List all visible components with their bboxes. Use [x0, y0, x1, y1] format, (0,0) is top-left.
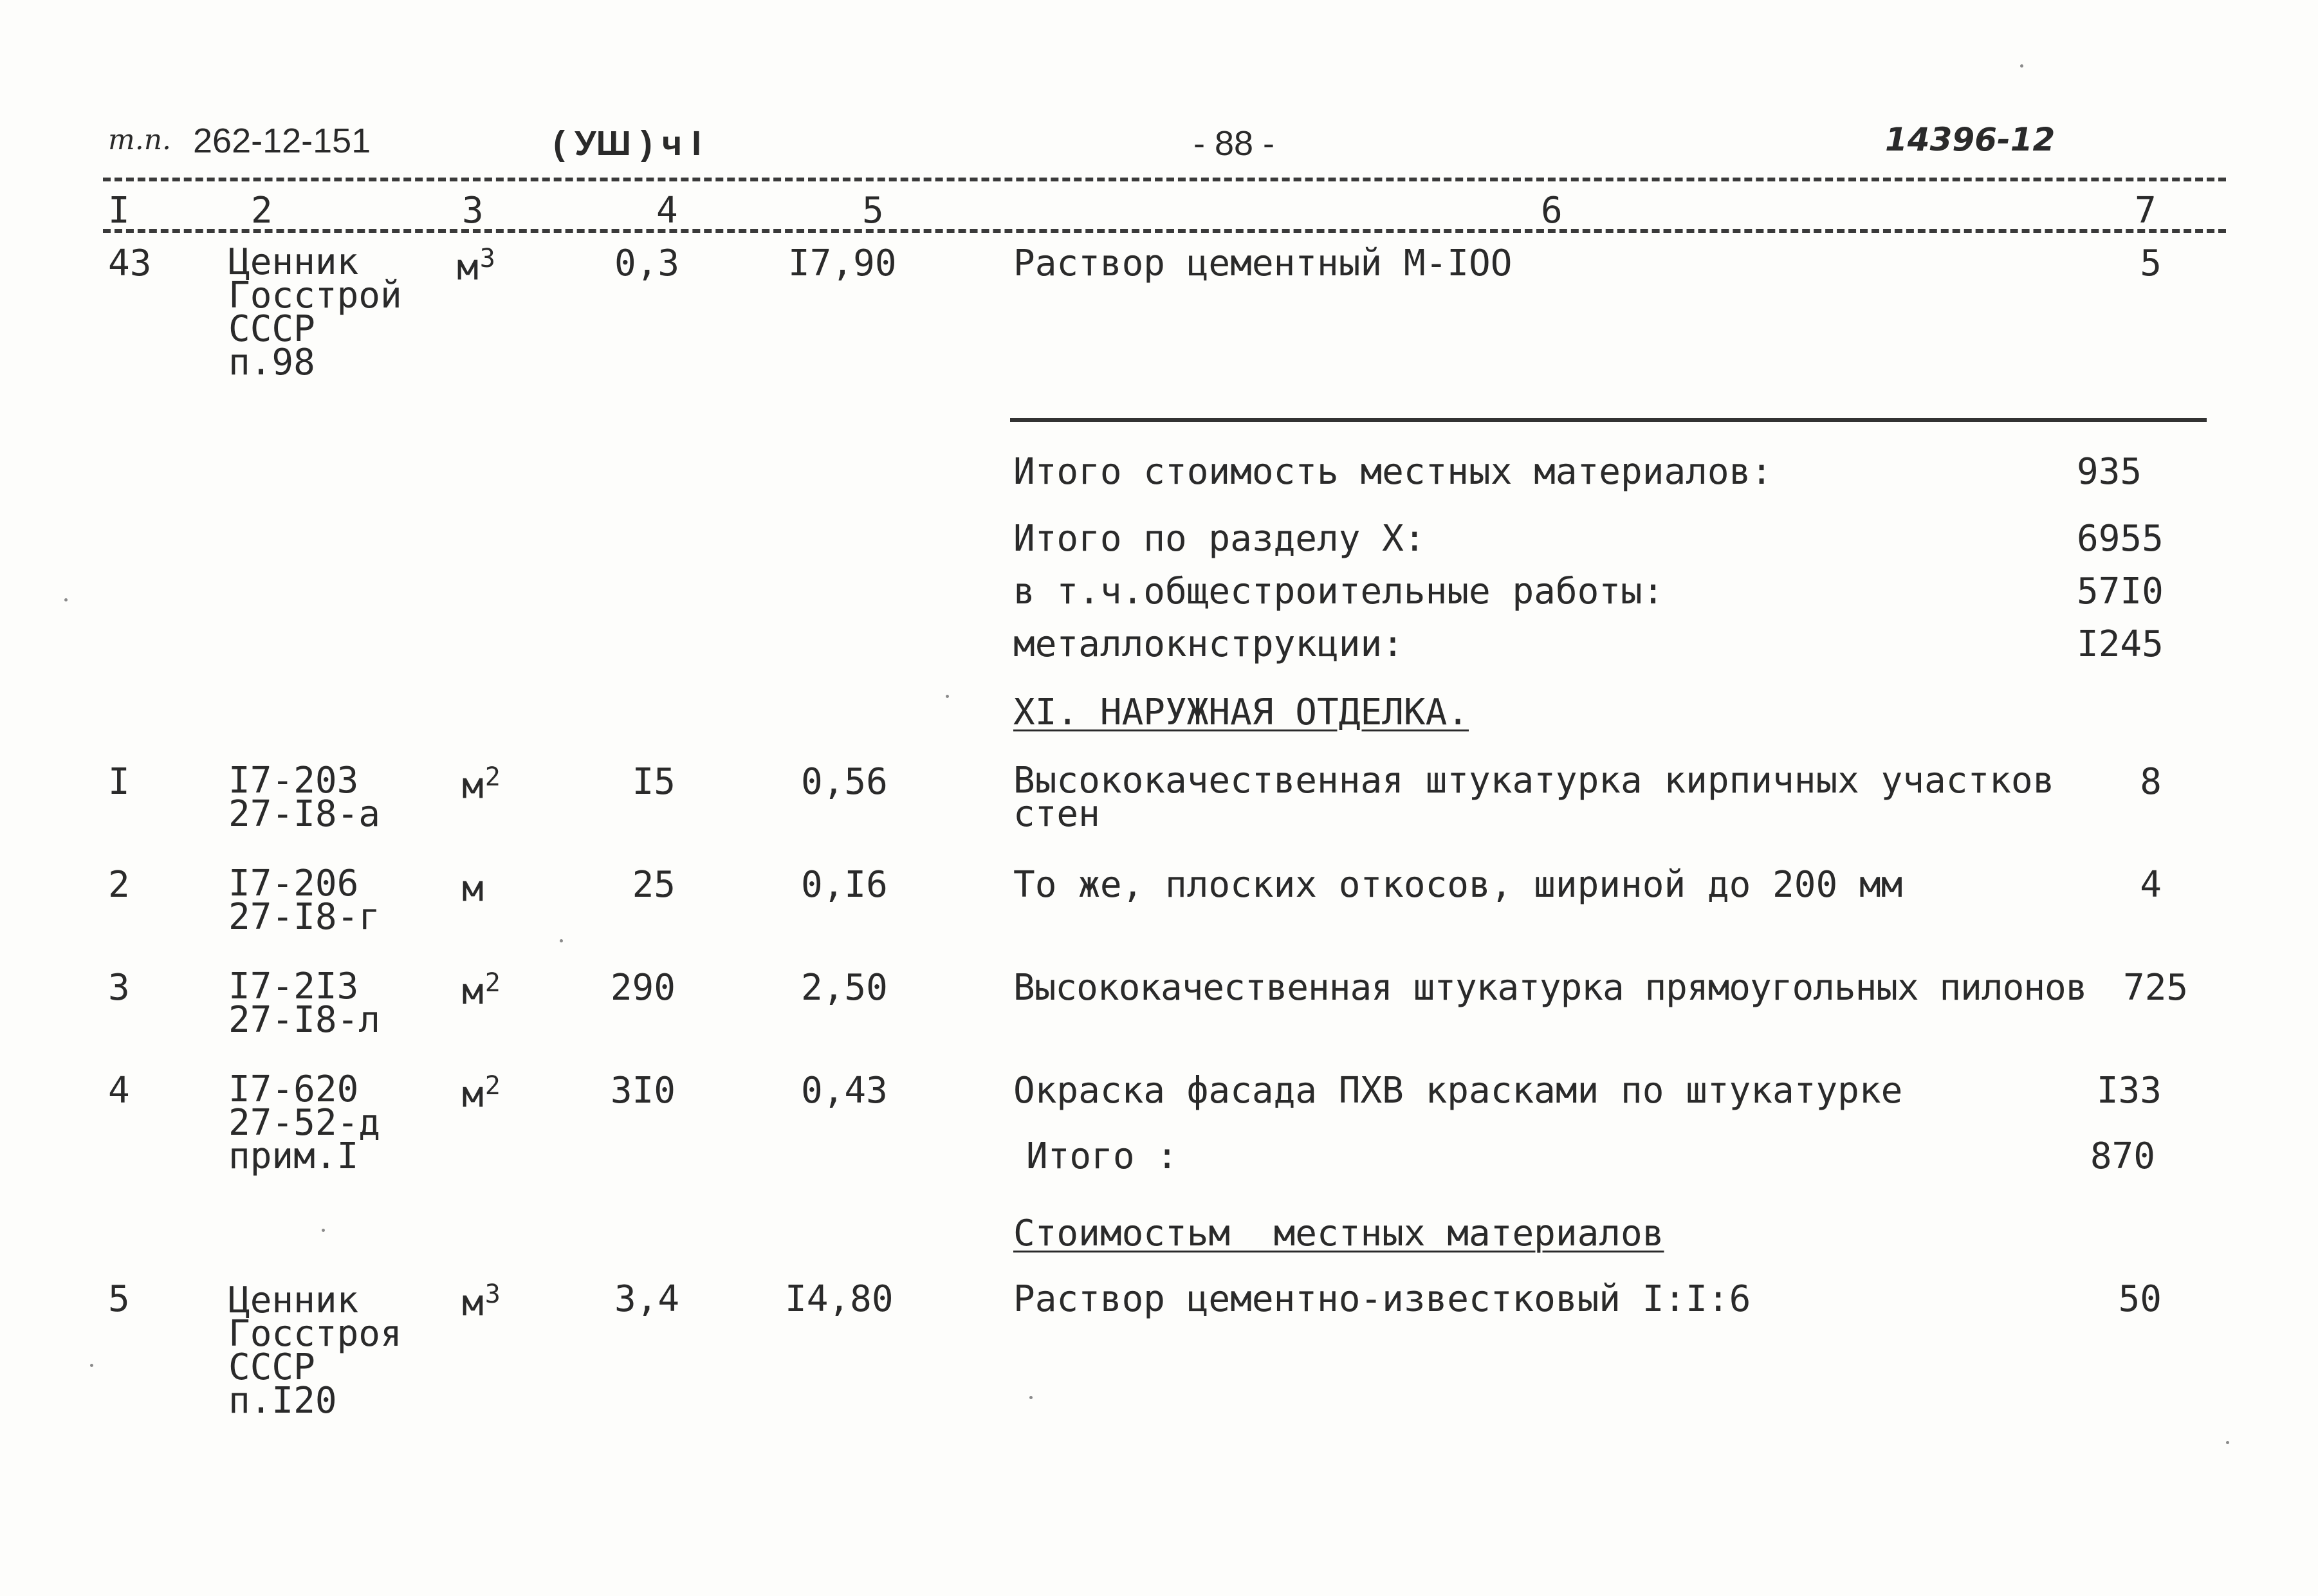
row-description: Окраска фасада ПХВ красками по штукатурке — [1013, 1070, 1903, 1112]
row-quantity: 3I0 — [610, 1070, 676, 1112]
row-description: Раствор цементный М-IOO — [1013, 243, 1513, 284]
row-price: 0,43 — [801, 1070, 888, 1112]
row-quantity: 3,4 — [614, 1278, 680, 1320]
row-description: Раствор цементно-известковый I:I:6 — [1013, 1278, 1751, 1320]
row-total: 4 — [2140, 864, 2162, 906]
summary-rule — [1010, 418, 2207, 422]
row-total: I33 — [2096, 1070, 2162, 1112]
itogo-label: Итого : — [1026, 1135, 1179, 1177]
scan-speck — [560, 939, 563, 942]
scan-speck — [322, 1229, 325, 1232]
summary-value: 6955 — [2077, 518, 2164, 560]
scan-speck — [64, 598, 68, 601]
row-quantity: 0,3 — [614, 243, 680, 284]
row-quantity: 290 — [610, 967, 676, 1009]
row-total: 5 — [2140, 243, 2162, 284]
row-number: I — [108, 761, 130, 803]
row-price: 0,I6 — [801, 864, 888, 906]
row-code: Ценник Госстрой СССР п.98 — [228, 241, 402, 383]
row-price: 2,50 — [801, 967, 888, 1009]
tp-prefix: т.п. — [108, 124, 172, 156]
row-number: 5 — [108, 1278, 130, 1320]
summary-label: в т.ч.общестроительные работы: — [1013, 571, 1664, 612]
row-total: 8 — [2140, 761, 2162, 803]
row-price: 0,56 — [801, 761, 888, 803]
row-code: I7-206 27-I8-г — [228, 863, 381, 938]
row-code: I7-203 27-I8-а — [228, 760, 381, 835]
row-description: Высококачественная штукатурка прямоугольных пилонов — [1013, 967, 2087, 1009]
col-header-1: I — [108, 190, 130, 232]
volume-label: ( УШ ) ч I — [553, 124, 702, 163]
row-number: 43 — [108, 243, 152, 284]
row-price: I4,80 — [785, 1278, 894, 1320]
itogo-value: 870 — [2090, 1135, 2155, 1177]
scan-speck — [2020, 64, 2023, 68]
row-unit: м — [462, 868, 484, 910]
row-code: I7-2I3 27-I8-л — [228, 966, 381, 1041]
scan-speck — [90, 1364, 93, 1367]
row-description: Высококачественная штукатурка кирпичных участков стен — [1013, 760, 2055, 835]
row-number: 3 — [108, 967, 130, 1009]
summary-label: металлокнструкции: — [1013, 623, 1404, 665]
row-code: Ценник Госстроя СССР п.I20 — [228, 1280, 402, 1422]
row-quantity: 25 — [632, 864, 676, 906]
row-unit: $м^2$ — [462, 968, 501, 1013]
row-unit: $м^3$ — [462, 1280, 501, 1325]
materials-title: Стоимостьм местных материалов — [1013, 1213, 1664, 1254]
col-header-7: 7 — [2135, 190, 2157, 232]
col-header-3: 3 — [462, 190, 484, 232]
col-header-6: 6 — [1541, 190, 1563, 232]
page-number: - 88 - — [1193, 124, 1275, 163]
row-unit: $м^2$ — [462, 1071, 501, 1116]
summary-value: I245 — [2077, 623, 2164, 665]
row-description: То же, плоских откосов, шириной до 200 мм — [1013, 864, 1903, 906]
summary-label: Итого по разделу X: — [1013, 518, 1426, 560]
summary-label: Итого стоимость местных материалов: — [1013, 451, 1773, 493]
row-total: 725 — [2123, 967, 2189, 1009]
row-code: I7-620 27-52-д прим.I — [228, 1069, 381, 1177]
summary-value: 57I0 — [2077, 571, 2164, 612]
section-title: XI. НАРУЖНАЯ ОТДЕЛКА. — [1013, 692, 1469, 733]
scan-speck — [1029, 1396, 1033, 1399]
col-header-2: 2 — [251, 190, 273, 232]
row-number: 2 — [108, 864, 130, 906]
row-unit: $м^3$ — [457, 244, 495, 289]
row-number: 4 — [108, 1070, 130, 1112]
col-header-4: 4 — [656, 190, 678, 232]
scan-speck — [2226, 1441, 2229, 1444]
row-total: 50 — [2118, 1278, 2162, 1320]
header-rule — [103, 178, 2226, 181]
row-unit: $м^2$ — [462, 762, 501, 807]
column-rule — [103, 229, 2226, 233]
summary-value: 935 — [2077, 451, 2142, 493]
row-price: I7,90 — [788, 243, 897, 284]
archive-number: 14396-12 — [1885, 121, 2056, 158]
row-quantity: I5 — [632, 761, 676, 803]
col-header-5: 5 — [862, 190, 884, 232]
scan-speck — [946, 695, 949, 698]
project-code: 262-12-151 — [193, 122, 371, 160]
